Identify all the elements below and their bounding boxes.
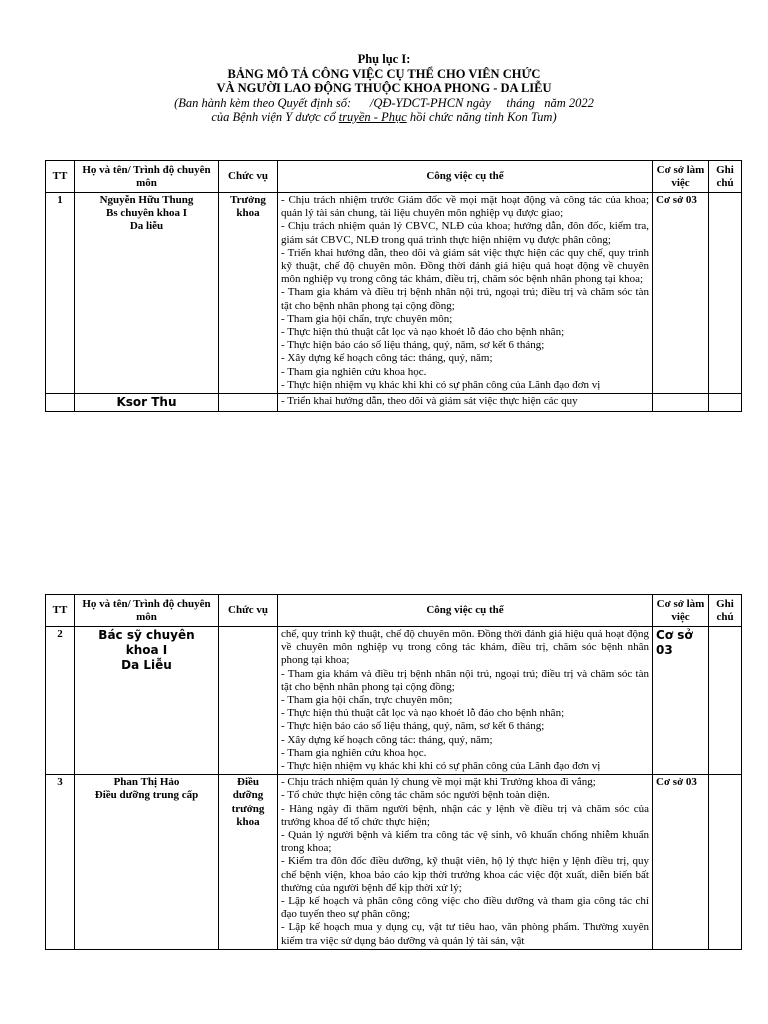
hospital-reference-underlined: truyền - Phục — [338, 110, 407, 124]
task-item: - Xây dựng kế hoạch công tác: tháng, quý, năm; — [281, 733, 493, 746]
col-base: Cơ sở làm việc — [653, 161, 709, 193]
task-item: - Hàng ngày đi thăm người bệnh, nhận các y lệnh về điều trị và chăm sóc của trưởng khoa để tổ chức thực hiện; — [281, 802, 649, 828]
task-item: - Tham gia khám và điều trị bệnh nhân nội trú, ngoại trú; điều trị và chăm sóc tàn tật cho bệnh nhân phong tại cộng đồng; — [281, 286, 649, 312]
table-row — [46, 775, 742, 950]
task-item: - Tham gia nghiên cứu khoa học. — [281, 746, 427, 759]
appendix-label: Phụ lục I: — [357, 52, 411, 66]
col-position: Chức vụ — [219, 595, 278, 627]
table-row — [46, 627, 742, 775]
hospital-reference-b: hồi chức năng tỉnh Kon Tum) — [406, 110, 557, 124]
work-location: Cơ sở 03 — [653, 775, 709, 950]
document-header — [0, 52, 768, 125]
work-location: Cơ sở 03 — [653, 193, 709, 394]
task-item: - Tham gia hội chẩn, trực chuyên môn; — [281, 312, 453, 325]
document-title-line1: BẢNG MÔ TẢ CÔNG VIỆC CỤ THỂ CHO VIÊN CHỨC — [227, 66, 541, 81]
task-item: - Lập kế hoạch và phân công công việc cho điều dưỡng và tham gia công tác chỉ đạo tuyến theo sự phân công; — [281, 895, 649, 921]
task-item: - Tổ chức thực hiện công tác chăm sóc người bệnh toàn diện. — [281, 789, 550, 802]
col-note: Ghi chú — [709, 595, 742, 627]
col-tt: TT — [46, 161, 75, 193]
task-item: - Triển khai hướng dẫn, theo dõi và giám sát việc thực hiện các quy — [281, 395, 578, 408]
task-list — [278, 775, 653, 950]
task-item: - Thực hiện thủ thuật cắt lọc và nạo khoét lỗ đáo cho bệnh nhân; — [281, 326, 565, 339]
table-header-row — [46, 595, 742, 627]
note-cell — [709, 775, 742, 950]
task-item: - Tham gia khám và điều trị bệnh nhân nội trú, ngoại trú; điều trị và chăm sóc tàn tật cho bệnh nhân phong tại cộng đồng; — [281, 667, 649, 693]
task-item: - Chịu trách nhiệm trước Giám đốc về mọi mặt hoạt động và công tác của khoa; quản lý tài sản chung, tài liệu chuyên môn nghiệp vụ được giao; — [281, 194, 649, 220]
row-number: 3 — [46, 775, 75, 950]
decision-reference: (Ban hành kèm theo Quyết định số: /QĐ-YDCT-PHCN ngày tháng năm 2022 — [174, 95, 594, 110]
table-header-row — [46, 161, 742, 193]
employee-position — [219, 627, 278, 775]
task-item: - Triển khai hướng dẫn, theo dõi và giám sát việc thực hiện các quy chế, quy trình kỹ thuật, chế độ chuyên môn. Đồng thời đánh giá hiệu quả hoạt động về chuyên môn nghiệp vụ trong công tác khám, điều trị, chăm sóc bệnh nhân phong tại khoa; — [281, 246, 649, 286]
task-list — [278, 394, 653, 412]
employee-name: Phan Thị Hảo Điều dưỡng trung cấp — [75, 775, 219, 950]
work-location: Cơ sở 03 — [653, 627, 709, 775]
table-row — [46, 394, 742, 412]
col-tasks: Công việc cụ thể — [278, 161, 653, 193]
note-cell — [709, 193, 742, 394]
employee-name: Bác sỹ chuyên khoa I Da Liễu — [75, 627, 219, 775]
row-number: 2 — [46, 627, 75, 775]
col-base: Cơ sở làm việc — [653, 595, 709, 627]
job-description-table-page2 — [45, 594, 742, 950]
task-list — [278, 627, 653, 775]
task-item: - Thực hiện báo cáo số liệu tháng, quý, năm, sơ kết 6 tháng; — [281, 720, 545, 733]
task-item: - Thực hiện nhiệm vụ khác khi khi có sự phân công của Lãnh đạo đơn vị — [281, 378, 601, 391]
job-description-table-page1 — [45, 160, 742, 412]
task-item: - Tham gia nghiên cứu khoa học. — [281, 365, 427, 378]
employee-position — [219, 394, 278, 412]
row-number: 1 — [46, 193, 75, 394]
col-name: Họ và tên/ Trình độ chuyên môn — [75, 595, 219, 627]
task-item: - Thực hiện nhiệm vụ khác khi khi có sự phân công của Lãnh đạo đơn vị — [281, 760, 601, 773]
col-tasks: Công việc cụ thể — [278, 595, 653, 627]
table-row — [46, 193, 742, 394]
task-item: - Chịu trách nhiệm quản lý CBVC, NLĐ của khoa; hướng dẫn, đôn đốc, kiểm tra, giám sát CBVC, NLĐ trong quá trình thực hiện nhiệm vụ được phân công; — [281, 220, 649, 246]
employee-position: Điều dưỡng trưởng khoa — [219, 775, 278, 950]
hospital-reference — [0, 110, 768, 125]
col-tt: TT — [46, 595, 75, 627]
document-title-line2: VÀ NGƯỜI LAO ĐỘNG THUỘC KHOA PHONG - DA LIỄU — [216, 81, 552, 95]
col-name: Họ và tên/ Trình độ chuyên môn — [75, 161, 219, 193]
row-number — [46, 394, 75, 412]
employee-name: Nguyễn Hữu Thung Bs chuyên khoa I Da liễu — [75, 193, 219, 394]
employee-position: Trưởng khoa — [219, 193, 278, 394]
task-item: - Thực hiện thủ thuật cắt lọc và nạo khoét lỗ đáo cho bệnh nhân; — [281, 707, 565, 720]
task-item: - Quản lý người bệnh và kiểm tra công tác vệ sinh, vô khuẩn chống nhiễm khuẩn trong khoa; — [281, 829, 649, 855]
work-location — [653, 394, 709, 412]
col-position: Chức vụ — [219, 161, 278, 193]
task-item: - Kiểm tra đôn đốc điều dưỡng, kỹ thuật viên, hộ lý thực hiện y lệnh điều trị, quy chế bệnh viện, khoa báo cáo kịp thời trưởng khoa các việc đột xuất, diễn biến bất thường của người bệnh để kịp thời xử lý; — [281, 855, 649, 894]
task-item: chế, quy trình kỹ thuật, chế độ chuyên môn. Đồng thời đánh giá hiệu quả hoạt động về chuyên môn nghiệp vụ trong công tác khám, điều trị, chăm sóc bệnh nhân phong tại khoa; — [281, 628, 649, 667]
note-cell — [709, 627, 742, 775]
task-item: - Xây dựng kế hoạch công tác: tháng, quý, năm; — [281, 352, 493, 365]
col-note: Ghi chú — [709, 161, 742, 193]
task-item: - Lập kế hoạch mua y dụng cụ, vật tư tiêu hao, văn phòng phẩm. Thường xuyên kiểm tra việc sử dụng bảo dưỡng và quản lý tài sản, vật — [281, 921, 649, 947]
employee-name: Ksor Thu — [75, 394, 219, 412]
task-item: - Tham gia hội chẩn, trực chuyên môn; — [281, 694, 453, 707]
task-item: - Chịu trách nhiệm quản lý chung về mọi mặt khi Trưởng khoa đi vắng; — [281, 776, 596, 789]
task-list — [278, 193, 653, 394]
hospital-reference-a: của Bệnh viện Y dược cổ — [211, 110, 339, 124]
task-item: - Thực hiện báo cáo số liệu tháng, quý, năm, sơ kết 6 tháng; — [281, 339, 545, 352]
note-cell — [709, 394, 742, 412]
